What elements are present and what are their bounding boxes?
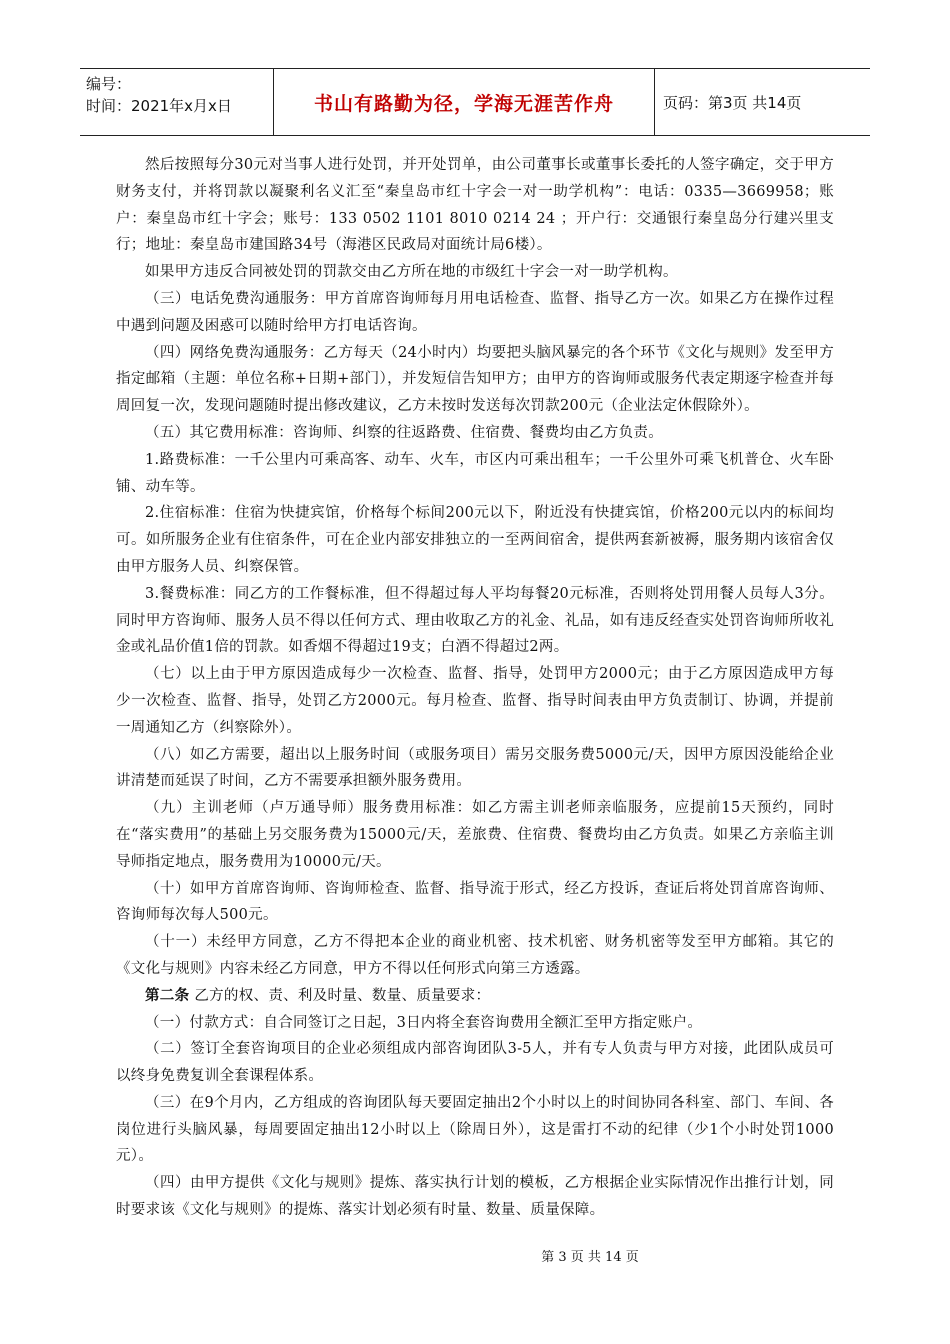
paragraph-2: 如果甲方违反合同被处罚的罚款交由乙方所在地的市级红十字会一对一助学机构。 xyxy=(145,264,678,281)
paragraph-14: （一）付款方式：自合同签订之日起，3日内将全套咨询费用全额汇至甲方指定账户。 xyxy=(145,1014,703,1031)
paragraph-10: （八）如乙方需要，超出以上服务时间（或服务项目）需另交服务费5000元/天，因甲方原因没能给企业讲清楚而延误了时间，乙方不需要承担额外服务费用。 xyxy=(116,746,834,790)
article-heading: 第二条 xyxy=(145,987,190,1004)
paragraph-13: （十一）未经甲方同意，乙方不得把本企业的商业机密、技术机密、财务机密等发至甲方邮箱。其它的《文化与规则》内容未经乙方同意，甲方不得以任何形式向第三方透露。 xyxy=(116,934,834,977)
paragraph-8: 3.餐费标准：同乙方的工作餐标准，但不得超过每人平均每餐20元标准，否则将处罚用餐人员每人3分。同时甲方咨询师、服务人员不得以任何方式、理由收取乙方的礼金、礼品，如有违反经查实处罚咨询师所收礼金或礼品价值1倍的罚款。如香烟不得超过19支；白酒不得超过2两。 xyxy=(116,585,834,656)
article-heading-line xyxy=(116,983,834,1010)
paragraph-1: 然后按照每分30元对当事人进行处罚，并开处罚单，由公司董事长或董事长委托的人签字确定，交于甲方财务支付，并将罚款以凝聚利名义汇至“秦皇岛市红十字会一对一助学机构”：电话：0335—3669958；账户：秦皇岛市红十字会；账号：133 0502 1101 8010 0214 24 ；开户行：交通银行秦皇岛分行建兴里支行；地址：秦皇岛市建国路34号（海港区民政局对面统计局6楼）。 xyxy=(116,157,834,254)
paragraph-12: （十）如甲方首席咨询师、咨询师检查、监督、指导流于形式，经乙方投诉，查证后将处罚首席咨询师、咨询师每次每人500元。 xyxy=(116,880,834,924)
paragraph-5: （五）其它费用标准：咨询师、纠察的往返路费、住宿费、餐费均由乙方负责。 xyxy=(145,424,663,441)
paragraph-17: （四）由甲方提供《文化与规则》提炼、落实执行计划的模板，乙方根据企业实际情况作出推行计划，同时要求该《文化与规则》的提炼、落实计划必须有时量、数量、质量保障。 xyxy=(116,1175,834,1219)
header-meta xyxy=(80,69,274,135)
page-header xyxy=(80,68,870,136)
document-body xyxy=(116,152,834,1224)
page-footer: 第 3 页 共 14 页 xyxy=(541,1250,639,1265)
paragraph-16: （三）在9个月内，乙方组成的咨询团队每天要固定抽出2个小时以上的时间协同各科室、部门、车间、各岗位进行头脑风暴，每周要固定抽出12小时以上（除周日外），这是雷打不动的纪律（少1个小时处罚1000元）。 xyxy=(116,1094,834,1165)
paragraph-4: （四）网络免费沟通服务：乙方每天（24小时内）均要把头脑风暴完的各个环节《文化与规则》发至甲方指定邮箱（主题：单位名称+日期+部门），并发短信告知甲方；由甲方的咨询师或服务代表定期逐字检查并每周回复一次，发现问题随时提出修改建议，乙方未按时发送每次罚款200元（企业法定休假除外）。 xyxy=(116,344,834,415)
header-motto: 书山有路勤为径，学海无涯苦作舟 xyxy=(274,69,655,135)
paragraph-6: 1.路费标准：一千公里内可乘高客、动车、火车，市区内可乘出租车；一千公里外可乘飞机普仓、火车卧铺、动车等。 xyxy=(116,451,834,495)
paragraph-9: （七）以上由于甲方原因造成每少一次检查、监督、指导，处罚甲方2000元；由于乙方原因造成甲方每少一次检查、监督、指导，处罚乙方2000元。每月检查、监督、指导时间表由甲方负责制订、协调，并提前一周通知乙方（纠察除外）。 xyxy=(116,666,834,736)
article-heading-text: 乙方的权、责、利及时量、数量、质量要求： xyxy=(189,987,491,1004)
header-page-number: 页码：第3页 共14页 xyxy=(663,93,802,112)
paragraph-15: （二）签订全套咨询项目的企业必须组成内部咨询团队3-5人，并有专人负责与甲方对接，此团队成员可以终身免费复训全套课程体系。 xyxy=(116,1041,834,1085)
serial-label: 编号： xyxy=(86,75,132,93)
paragraph-7: 2.住宿标准：住宿为快捷宾馆，价格每个标间200元以下，附近没有快捷宾馆，价格200元以内的标间均可。如所服务企业有住宿条件，可在企业内部安排独立的一至两间宿舍，提供两套新被褥，服务期内该宿舍仅由甲方服务人员、纠察保管。 xyxy=(116,505,834,575)
paragraph-3: （三）电话免费沟通服务：甲方首席咨询师每月用电话检查、监督、指导乙方一次。如果乙方在操作过程中遇到问题及困惑可以随时给甲方打电话咨询。 xyxy=(116,290,834,334)
date-label: 时间：2021年x月x日 xyxy=(86,97,232,115)
paragraph-11: （九）主训老师（卢万通导师）服务费用标准：如乙方需主训老师亲临服务，应提前15天预约，同时在“落实费用”的基础上另交服务费为15000元/天，差旅费、住宿费、餐费均由乙方负责。如果乙方亲临主训导师指定地点，服务费用为10000元/天。 xyxy=(116,800,834,870)
